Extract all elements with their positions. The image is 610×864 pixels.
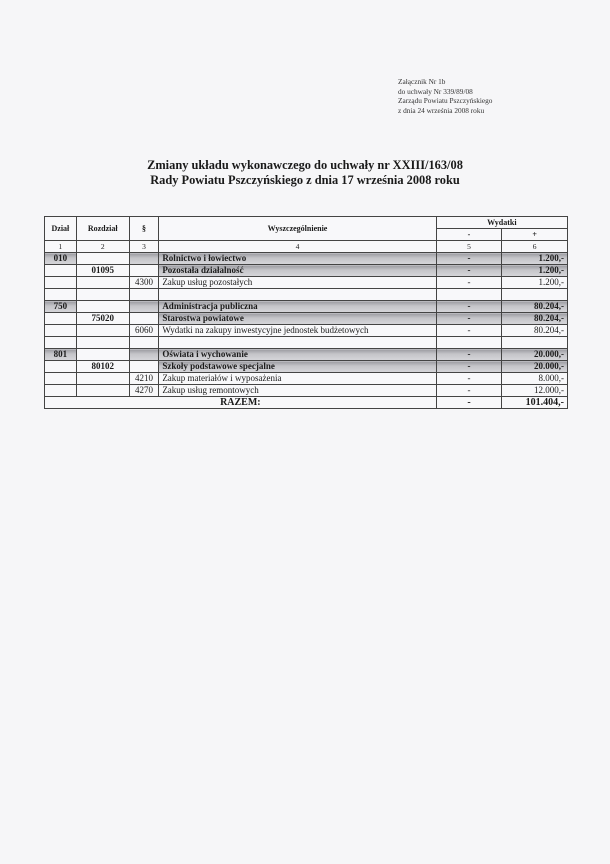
cell-dzial: 010 [45,253,77,265]
table-row [45,361,568,373]
cell-rozdzial [76,301,129,313]
annex-line: z dnia 24 września 2008 roku [398,105,485,115]
total-label: RAZEM: [45,397,437,409]
spacer-cell [129,289,159,301]
cell-paragraf: 6060 [129,325,159,337]
table-row [45,313,568,325]
annex-line: do uchwały Nr 339/89/08 [398,86,473,96]
column-number-row [45,241,568,253]
table-row [45,325,568,337]
cell-paragraf [129,301,159,313]
spacer-cell [159,337,436,349]
table-row [45,253,568,265]
cell-rozdzial [76,325,129,337]
document-title [0,158,610,188]
cell-plus: 12.000,- [502,385,568,397]
column-number: 6 [502,241,568,253]
title-line-2: Rady Powiatu Pszczyńskiego z dnia 17 września 2008 roku [150,173,460,187]
spacer-cell [76,337,129,349]
cell-plus: 1.200,- [502,253,568,265]
cell-paragraf [129,349,159,361]
spacer-cell [436,337,502,349]
cell-dzial [45,361,77,373]
table-row [45,265,568,277]
cell-minus: - [436,253,502,265]
cell-paragraf [129,361,159,373]
spacer-cell [45,289,77,301]
cell-dzial: 750 [45,301,77,313]
cell-minus: - [436,373,502,385]
cell-dzial [45,265,77,277]
column-number: 5 [436,241,502,253]
cell-minus: - [436,277,502,289]
cell-dzial: 801 [45,349,77,361]
cell-minus: - [436,361,502,373]
cell-plus: 80.204,- [502,325,568,337]
cell-paragraf [129,313,159,325]
spacer-row [45,289,568,301]
cell-minus: - [436,349,502,361]
cell-description: Wydatki na zakupy inwestycyjne jednostek budżetowych [159,325,436,337]
spacer-cell [502,337,568,349]
cell-paragraf [129,265,159,277]
annex-line: Zarządu Powiatu Pszczyńskiego [398,96,493,105]
cell-dzial [45,373,77,385]
spacer-cell [45,337,77,349]
cell-dzial [45,313,77,325]
cell-plus: 80.204,- [502,301,568,313]
cell-plus: 1.200,- [502,265,568,277]
cell-rozdzial: 01095 [76,265,129,277]
cell-description: Pozostała działalność [159,265,436,277]
spacer-cell [436,289,502,301]
header-paragraf: § [129,217,159,241]
header-plus: + [502,229,568,241]
cell-rozdzial [76,253,129,265]
spacer-cell [159,289,436,301]
cell-plus: 8.000,- [502,373,568,385]
cell-minus: - [436,385,502,397]
header-wydatki: Wydatki [436,217,567,229]
cell-plus: 80.204,- [502,313,568,325]
cell-description: Starostwa powiatowe [159,313,436,325]
cell-description: Rolnictwo i łowiectwo [159,253,436,265]
cell-minus: - [436,325,502,337]
cell-dzial [45,385,77,397]
annex-note [398,77,492,115]
cell-rozdzial [76,385,129,397]
header-dzial: Dział [45,217,77,241]
cell-dzial [45,277,77,289]
spacer-row [45,337,568,349]
cell-description: Zakup usług remontowych [159,385,436,397]
table-row [45,373,568,385]
total-row [45,397,568,409]
table-row [45,385,568,397]
cell-rozdzial: 75020 [76,313,129,325]
cell-plus: 20.000,- [502,361,568,373]
column-number: 2 [76,241,129,253]
header-rozdzial: Rozdział [76,217,129,241]
cell-description: Szkoły podstawowe specjalne [159,361,436,373]
cell-description: Oświata i wychowanie [159,349,436,361]
cell-rozdzial [76,277,129,289]
cell-plus: 20.000,- [502,349,568,361]
table-row [45,349,568,361]
cell-minus: - [436,301,502,313]
cell-paragraf [129,253,159,265]
cell-rozdzial: 80102 [76,361,129,373]
cell-paragraf: 4270 [129,385,159,397]
cell-rozdzial [76,349,129,361]
cell-paragraf: 4300 [129,277,159,289]
title-line-1: Zmiany układu wykonawczego do uchwały nr XXIII/163/08 [147,158,463,172]
table-row [45,277,568,289]
cell-paragraf: 4210 [129,373,159,385]
cell-plus: 1.200,- [502,277,568,289]
spacer-cell [129,337,159,349]
total-plus: 101.404,- [502,397,568,409]
cell-description: Administracja publiczna [159,301,436,313]
annex-line: Załącznik Nr 1b [398,77,446,86]
header-minus: - [436,229,502,241]
cell-dzial [45,325,77,337]
cell-minus: - [436,313,502,325]
spacer-cell [76,289,129,301]
cell-minus: - [436,265,502,277]
total-minus: - [436,397,502,409]
table-body [45,253,568,397]
spacer-cell [502,289,568,301]
cell-description: Zakup usług pozostałych [159,277,436,289]
column-number: 4 [159,241,436,253]
header-opis: Wyszczególnienie [159,217,436,241]
cell-rozdzial [76,373,129,385]
budget-table [44,216,568,409]
column-number: 3 [129,241,159,253]
column-number: 1 [45,241,77,253]
cell-description: Zakup materiałów i wyposażenia [159,373,436,385]
table-row [45,301,568,313]
